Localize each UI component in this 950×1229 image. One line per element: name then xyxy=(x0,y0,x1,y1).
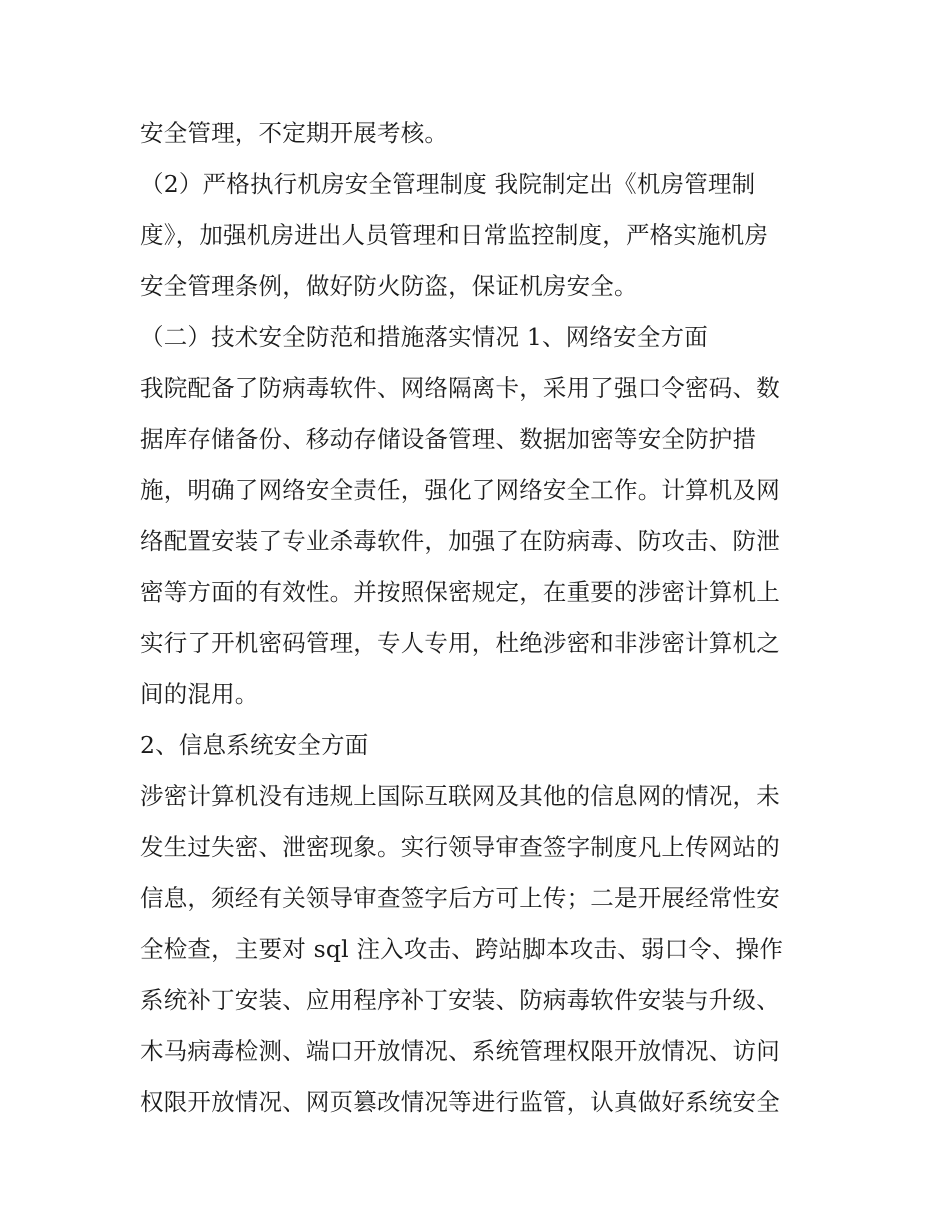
text-line-11: 实行了开机密码管理，专人专用，杜绝涉密和非涉密计算机之 xyxy=(140,629,780,657)
text-line-1: 安全管理，不定期开展考核。 xyxy=(140,119,449,147)
document-body xyxy=(140,108,820,1128)
text-line-15: 发生过失密、泄密现象。实行领导审查签字制度凡上传网站的 xyxy=(140,833,780,861)
text-line-2: （2）严格执行机房安全管理制度 我院制定出《机房管理制 xyxy=(140,170,756,198)
text-line-6: 我院配备了防病毒软件、网络隔离卡，采用了强口令密码、数 xyxy=(140,374,780,402)
text-line-8: 施，明确了网络安全责任，强化了网络安全工作。计算机及网 xyxy=(140,476,780,504)
section-heading-info-system-security: 2、信息系统安全方面 xyxy=(140,731,369,759)
text-line-17: 全检查，主要对 sql 注入攻击、跨站脚本攻击、弱口令、操作 xyxy=(140,935,784,963)
text-line-4: 安全管理条例，做好防火防盗，保证机房安全。 xyxy=(140,272,638,300)
text-line-3: 度》，加强机房进出人员管理和日常监控制度，严格实施机房 xyxy=(140,221,769,249)
text-line-20: 权限开放情况、网页篡改情况等进行监管，认真做好系统安全 xyxy=(140,1088,780,1116)
text-line-10: 密等方面的有效性。并按照保密规定，在重要的涉密计算机上 xyxy=(140,578,780,606)
text-line-18: 系统补丁安装、应用程序补丁安装、防病毒软件安装与升级、 xyxy=(140,986,780,1014)
text-line-14: 涉密计算机没有违规上国际互联网及其他的信息网的情况，未 xyxy=(140,782,780,810)
text-line-7: 据库存储备份、移动存储设备管理、数据加密等安全防护措 xyxy=(140,425,757,453)
text-line-19: 木马病毒检测、端口开放情况、系统管理权限开放情况、访问 xyxy=(140,1037,780,1065)
text-line-12: 间的混用。 xyxy=(140,680,259,708)
text-line-16: 信息，须经有关领导审查签字后方可上传；二是开展经常性安 xyxy=(140,884,780,912)
text-line-9: 络配置安装了专业杀毒软件，加强了在防病毒、防攻击、防泄 xyxy=(140,527,780,555)
section-heading-technical-security: （二）技术安全防范和措施落实情况 1、网络安全方面 xyxy=(140,323,708,351)
